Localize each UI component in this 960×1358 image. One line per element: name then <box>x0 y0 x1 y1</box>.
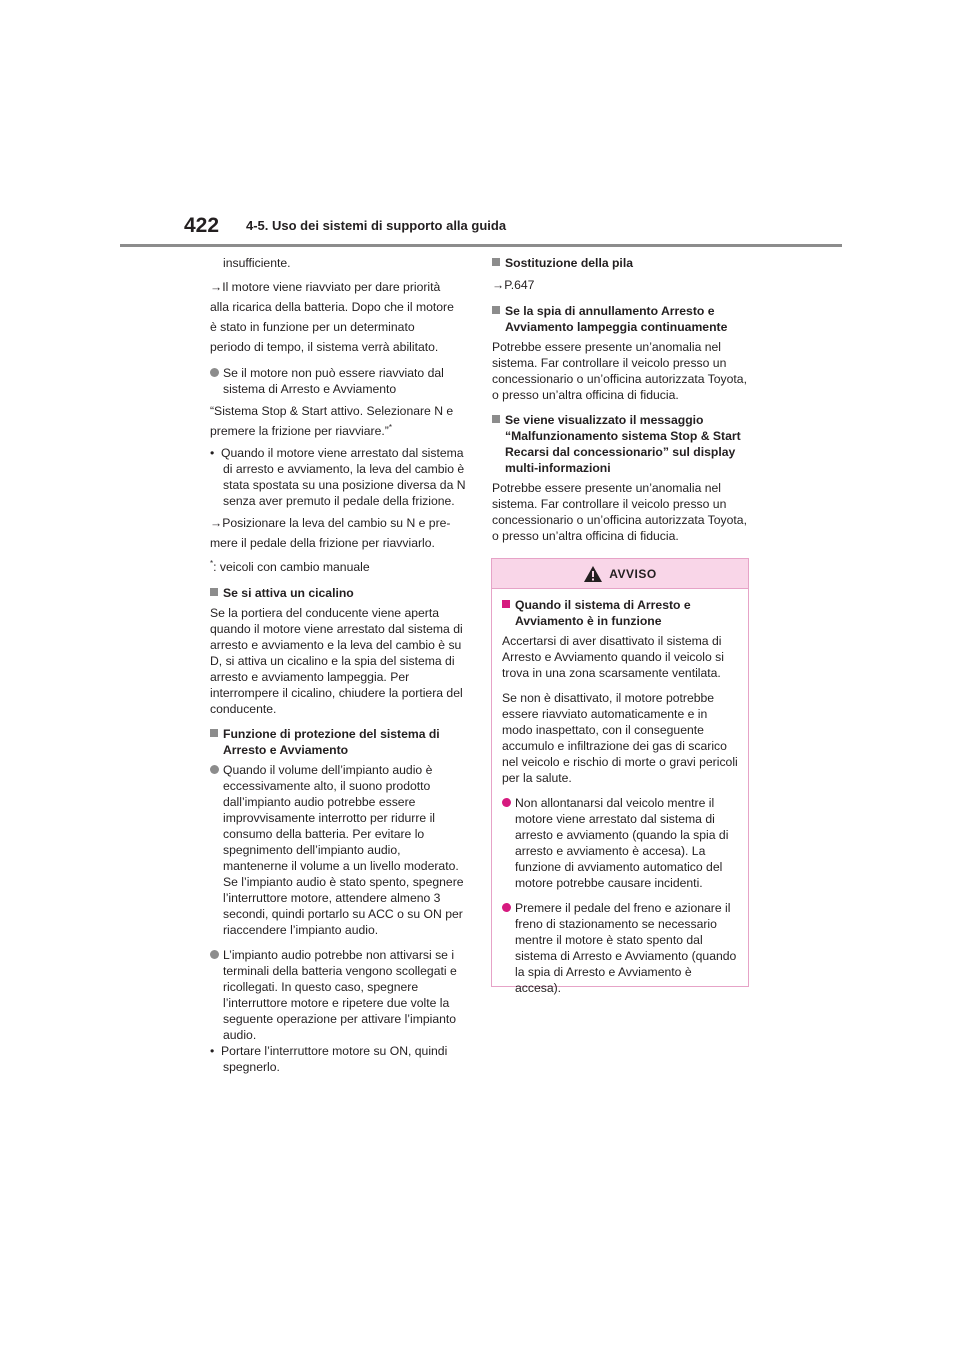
paragraph: Potrebbe essere presente un’anomalia nel sistema. Far controllare il veicolo presso un concessionario o un’officina autorizzata Toyota, o presso un’altra officina di fiducia. <box>492 481 747 543</box>
paragraph-restart <box>210 277 468 357</box>
square-bullet-icon <box>492 306 500 314</box>
bullet-item: Se il motore non può essere riavviato dal sistema di Arresto e Avviamento <box>210 365 468 397</box>
square-bullet-icon <box>492 258 500 266</box>
header-rule <box>120 244 842 247</box>
bullet-item: Premere il pedale del freno e azionare il freno di stazionamento se necessario mentre il motore è stato spento dal sistema di Arresto e Avviamento (quando la spia di Arresto e Avviamento è accesa). <box>502 900 740 996</box>
bullet-item: Quando il volume dell’impianto audio è eccessivamente alto, il suono prodotto dall’impianto audio potrebbe essere improvvisamente interrotto per ridurre il consumo della batteria. Per evitare lo spegnimento dell’impianto audio, mantenerne il volume a un livello moderato. Se l’impianto audio è stato spento, spegnere l’interruttore motore, attendere almeno 3 secondi, quindi portarlo su ACC o su ON per riaccendere l’impianto audio. <box>210 762 468 938</box>
paragraph: insufficiente. <box>223 256 291 270</box>
paragraph: Accertarsi di aver disattivato il sistema di Arresto e Avviamento quando il veicolo si trova in una zona scarsamente ventilata. <box>502 634 724 680</box>
square-bullet-icon <box>210 588 218 596</box>
heading-buzzer: Se si attiva un cicalino <box>210 585 468 601</box>
warning-box <box>491 558 749 995</box>
warning-triangle-icon <box>583 565 603 583</box>
message-text <box>210 401 468 441</box>
action-text <box>210 513 468 553</box>
bullet-icon <box>502 903 511 912</box>
warning-heading: Quando il sistema di Arresto e Avviamento è in funzione <box>502 597 740 629</box>
paragraph: Se non è disattivato, il motore potrebbe essere riavviato automaticamente e in modo inaspettato, con il conseguente accumulo e infiltrazione dei gas di scarico nel veicolo e rischio di morte o gravi pericoli per la salute. <box>502 691 738 785</box>
bullet-icon <box>210 765 219 774</box>
sub-bullet-item: • Portare l’interruttore motore su ON, quindi spegnerlo. <box>210 1044 448 1074</box>
square-bullet-icon <box>502 600 510 608</box>
footnote-mark: * <box>388 422 392 432</box>
warning-title: AVVISO <box>609 566 657 581</box>
heading-malfunction-message: Se viene visualizzato il messaggio “Malfunzionamento sistema Stop & Start Recarsi dal concessionario” sul display multi-informazioni <box>492 412 750 476</box>
text-line: →Posizionare la leva del cambio su N e pre- <box>210 516 451 530</box>
text-line: mere il pedale della frizione per riavviarlo. <box>210 536 435 550</box>
square-bullet-icon <box>492 415 500 423</box>
bullet-item: Non allontanarsi dal veicolo mentre il motore viene arrestato dal sistema di arresto e avviamento (quando la spia di arresto e avviamento è accesa). La funzione di avviamento automatico del motore potrebbe causare incidenti. <box>502 795 740 891</box>
text-line: alla ricarica della batteria. Dopo che il motore <box>210 300 454 314</box>
text-line: premere la frizione per riavviare.”* <box>210 422 392 438</box>
text-line: “Sistema Stop & Start attivo. Selezionare N e <box>210 404 454 418</box>
text-line: è stato in funzione per un determinato <box>210 320 415 334</box>
footnote: *: veicoli con cambio manuale <box>210 558 370 574</box>
bullet-dot: • <box>210 1044 222 1058</box>
heading-protection: Funzione di protezione del sistema di Arresto e Avviamento <box>210 726 468 758</box>
warning-body <box>492 589 748 996</box>
right-column <box>492 253 750 553</box>
text-line: →Il motore viene riavviato per dare priorità <box>210 280 441 294</box>
bullet-item: L’impianto audio potrebbe non attivarsi se i terminali della batteria vengono scollegati e ricollegati. In questo caso, spegnere l’interruttore motore e ripetere due volte la seguente operazione per attivare l’impianto audio. <box>210 947 468 1043</box>
warning-header <box>492 559 748 589</box>
text-line: periodo di tempo, il sistema verrà abilitato. <box>210 340 439 354</box>
bullet-icon <box>502 798 511 807</box>
heading-battery: Sostituzione della pila <box>492 255 750 271</box>
paragraph: Potrebbe essere presente un’anomalia nel sistema. Far controllare il veicolo presso un concessionario o un’officina autorizzata Toyota, o presso un’altra officina di fiducia. <box>492 340 747 402</box>
page-number: 422 <box>184 214 220 237</box>
section-title: 4-5. Uso dei sistemi di supporto alla guida <box>246 218 507 233</box>
paragraph: Se la portiera del conducente viene aperta quando il motore viene arrestato dal sistema di arresto e avviamento e la leva del cambio è su D, si attiva un cicalino e la spia del sistema di arresto e avviamento lampeggia. Per interrompere il cicalino, chiudere la portiera del conducente. <box>210 606 463 716</box>
heading-cancel-light: Se la spia di annullamento Arresto e Avviamento lampeggia continuamente <box>492 303 750 335</box>
page-reference-link[interactable]: →P.647 <box>492 278 535 292</box>
square-bullet-icon <box>210 729 218 737</box>
bullet-icon <box>210 368 219 377</box>
sub-bullet-item: • Quando il motore viene arrestato dal sistema di arresto e avviamento, la leva del cambio è stata spostata su una posizione diversa da N senza aver premuto il pedale della frizione. <box>210 446 466 508</box>
bullet-dot: • <box>210 446 222 460</box>
left-column <box>210 253 468 1075</box>
bullet-icon <box>210 950 219 959</box>
